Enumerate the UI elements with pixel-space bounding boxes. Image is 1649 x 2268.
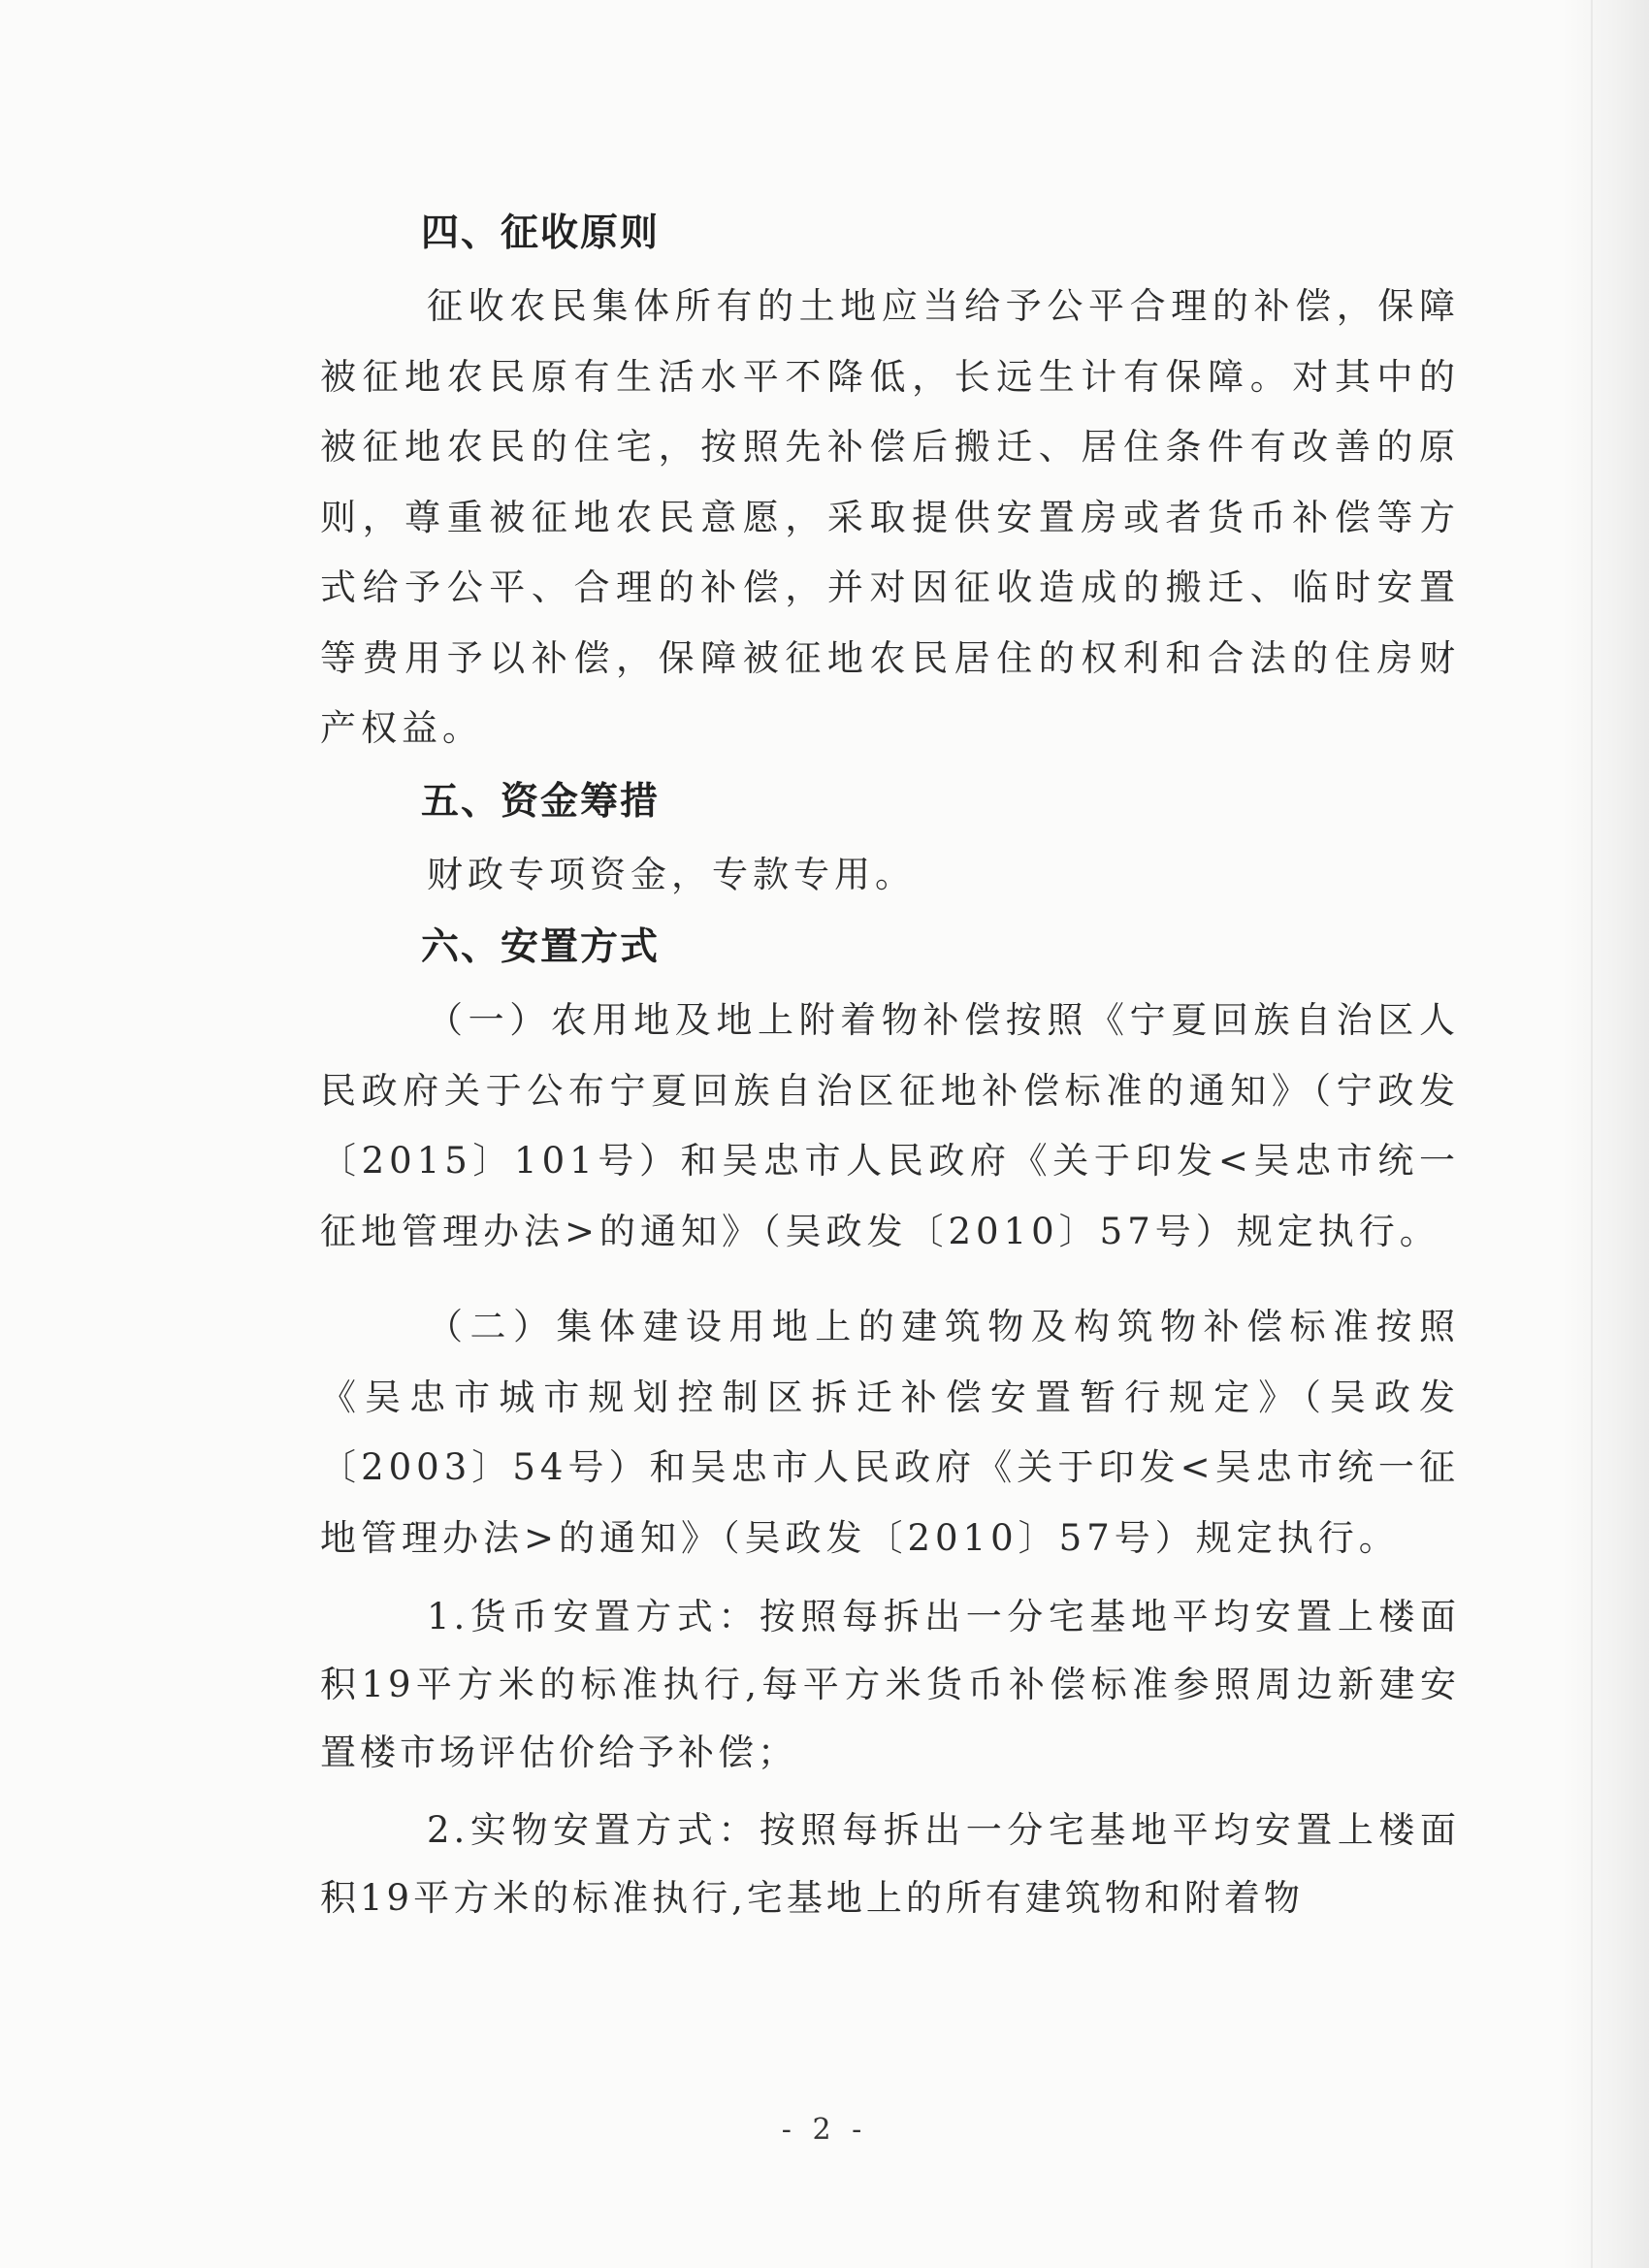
scan-fold-line bbox=[1591, 0, 1593, 2268]
section-heading-resettlement: 六、安置方式 bbox=[421, 925, 661, 969]
paragraph-farmland-compensation: （一）农用地及地上附着物补偿按照《宁夏回族自治区人民政府关于公布宁夏回族自治区征地补偿标准的通知》（宁政发〔2015〕101号）和吴忠市人民政府《关于印发<吴忠市统一征地管理办法>的通知》（吴政发〔2010〕57号）规定执行。 bbox=[320, 999, 1460, 1252]
paragraph-building-compensation: （二）集体建设用地上的建筑物及构筑物补偿标准按照《吴忠市城市规划控制区拆迁补偿安置暂行规定》（吴政发〔2003〕54号）和吴忠市人民政府《关于印发<吴忠市统一征地管理办法>的通知》（吴政发〔2010〕57号）规定执行。 bbox=[320, 1306, 1460, 1559]
spacer bbox=[320, 262, 1460, 272]
paragraph-funding: 财政专项资金，专款专用。 bbox=[427, 853, 916, 895]
section-heading-funding: 五、资金筹措 bbox=[421, 779, 661, 824]
spacer bbox=[320, 910, 1460, 920]
spacer bbox=[320, 976, 1460, 986]
scan-shadow-edge bbox=[1562, 0, 1649, 2268]
document-body bbox=[320, 206, 1460, 1932]
paragraph-in-kind-resettlement: 2.实物安置方式：按照每拆出一分宅基地平均安置上楼面积19平方米的标准执行,宅基地上的所有建筑物和附着物 bbox=[320, 1809, 1460, 1919]
section-heading-principles: 四、征收原则 bbox=[421, 211, 661, 255]
paragraph-monetary-resettlement: 1.货币安置方式：按照每拆出一分宅基地平均安置上楼面积19平方米的标准执行,每平方米货币补偿标准参照周边新建安置楼市场评估价给予补偿； bbox=[320, 1596, 1460, 1773]
paragraph-principles: 征收农民集体所有的土地应当给予公平合理的补偿，保障被征地农民原有生活水平不降低，长远生计有保障。对其中的被征地农民的住宅，按照先补偿后搬迁、居住条件有改善的原则，尊重被征地农民意愿，采取提供安置房或者货币补偿等方式给予公平、合理的补偿，并对因征收造成的搬迁、临时安置等费用予以补偿，保障被征地农民居住的权利和合法的住房财产权益。 bbox=[320, 285, 1460, 749]
spacer bbox=[320, 764, 1460, 774]
page-number: - 2 - bbox=[781, 2113, 868, 2147]
spacer bbox=[320, 830, 1460, 840]
spacer bbox=[320, 1787, 1460, 1797]
spacer bbox=[320, 1267, 1460, 1292]
spacer bbox=[320, 1573, 1460, 1583]
